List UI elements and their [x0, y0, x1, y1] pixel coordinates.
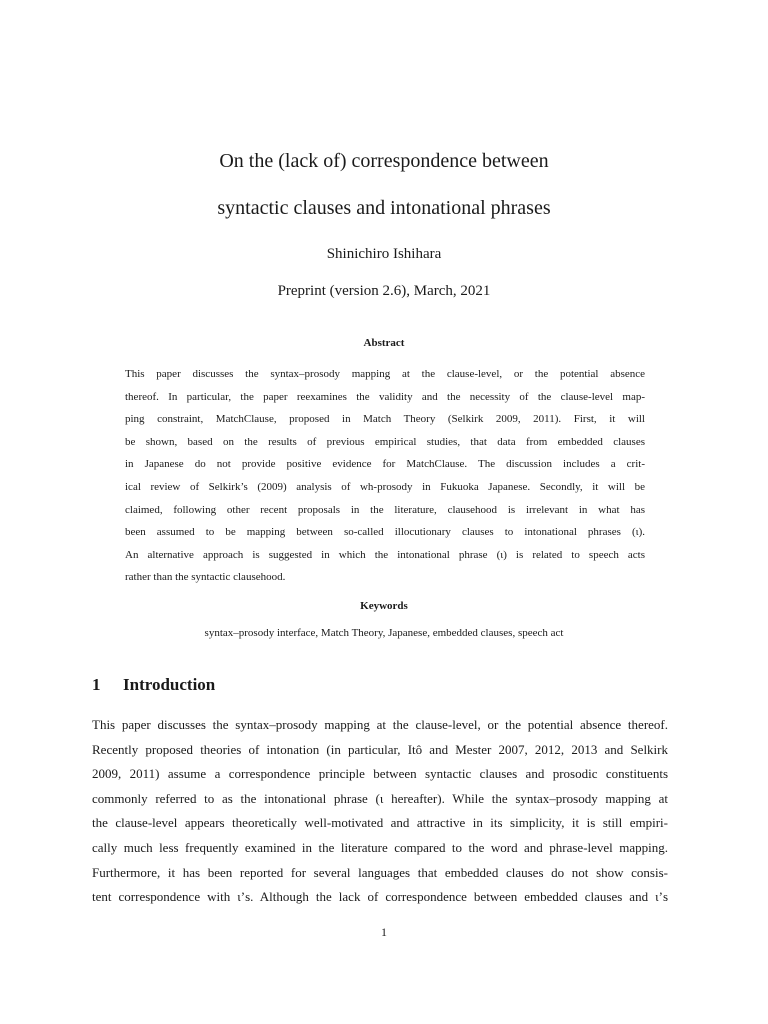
abstract-line: An alternative approach is suggested in which the intonational phrase (ι) is related to speech acts: [125, 548, 645, 561]
abstract-line: ical review of Selkirk’s (2009) analysis of wh-prosody in Fukuoka Japanese. Secondly, it will be: [125, 480, 645, 493]
introduction-body: [92, 713, 668, 910]
body-line: This paper discusses the syntax–prosody mapping at the clause-level, or the potential absence thereof.: [92, 717, 668, 732]
keywords-heading: Keywords: [360, 600, 408, 612]
body-line: the clause-level appears theoretically well-motivated and attractive in its simplicity, it is still empiri-: [92, 815, 668, 831]
section-title: Introduction: [123, 675, 216, 694]
abstract-line: been assumed to be mapping between so-called illocutionary clauses to intonational phrases (ι).: [125, 526, 645, 539]
body-line: 2009, 2011) assume a correspondence principle between syntactic clauses and prosodic constituents: [92, 766, 668, 782]
section-heading-introduction: [92, 675, 215, 695]
preprint-date: Preprint (version 2.6), March, 2021: [277, 283, 491, 299]
author-name: Shinichiro Ishihara: [326, 246, 442, 262]
body-line: Furthermore, it has been reported for several languages that embedded clauses do not show consis-: [92, 864, 668, 880]
abstract-body: [125, 363, 645, 589]
abstract-heading: Abstract: [363, 337, 405, 349]
abstract-line: rather than the syntactic clausehood.: [125, 571, 286, 584]
body-line: tent correspondence with ι’s. Although the lack of correspondence between embedded clauses and ι’s: [92, 889, 668, 905]
abstract-line: in Japanese do not provide positive evidence for MatchClause. The discussion includes a crit-: [125, 458, 645, 471]
body-line: cally much less frequently examined in the literature compared to the word and phrase-level mapping.: [92, 839, 668, 855]
abstract-line: be shown, based on the results of previous empirical studies, that data from embedded clauses: [125, 435, 645, 448]
body-line: Recently proposed theories of intonation (in particular, Itô and Mester 2007, 2012, 2013 and Selkirk: [92, 741, 668, 757]
paper-title-line-2: syntactic clauses and intonational phrases: [217, 197, 551, 219]
abstract-line: thereof. In particular, the paper reexamines the validity and the necessity of the clause-level map-: [125, 390, 645, 403]
page-number: 1: [381, 925, 387, 939]
abstract-line: claimed, following other recent proposals in the literature, clausehood is irrelevant in what has: [125, 503, 645, 516]
abstract-line: ping constraint, MatchClause, proposed in Match Theory (Selkirk 2009, 2011). First, it will: [125, 413, 645, 426]
keywords-list: syntax–prosody interface, Match Theory, Japanese, embedded clauses, speech act: [204, 627, 564, 639]
section-number: 1: [92, 675, 101, 694]
body-line: commonly referred to as the intonational phrase (ι hereafter). While the syntax–prosody mapping at: [92, 790, 668, 806]
abstract-line: This paper discusses the syntax–prosody mapping at the clause-level, or the potential absence: [125, 368, 645, 380]
paper-title-line-1: On the (lack of) correspondence between: [219, 150, 549, 172]
